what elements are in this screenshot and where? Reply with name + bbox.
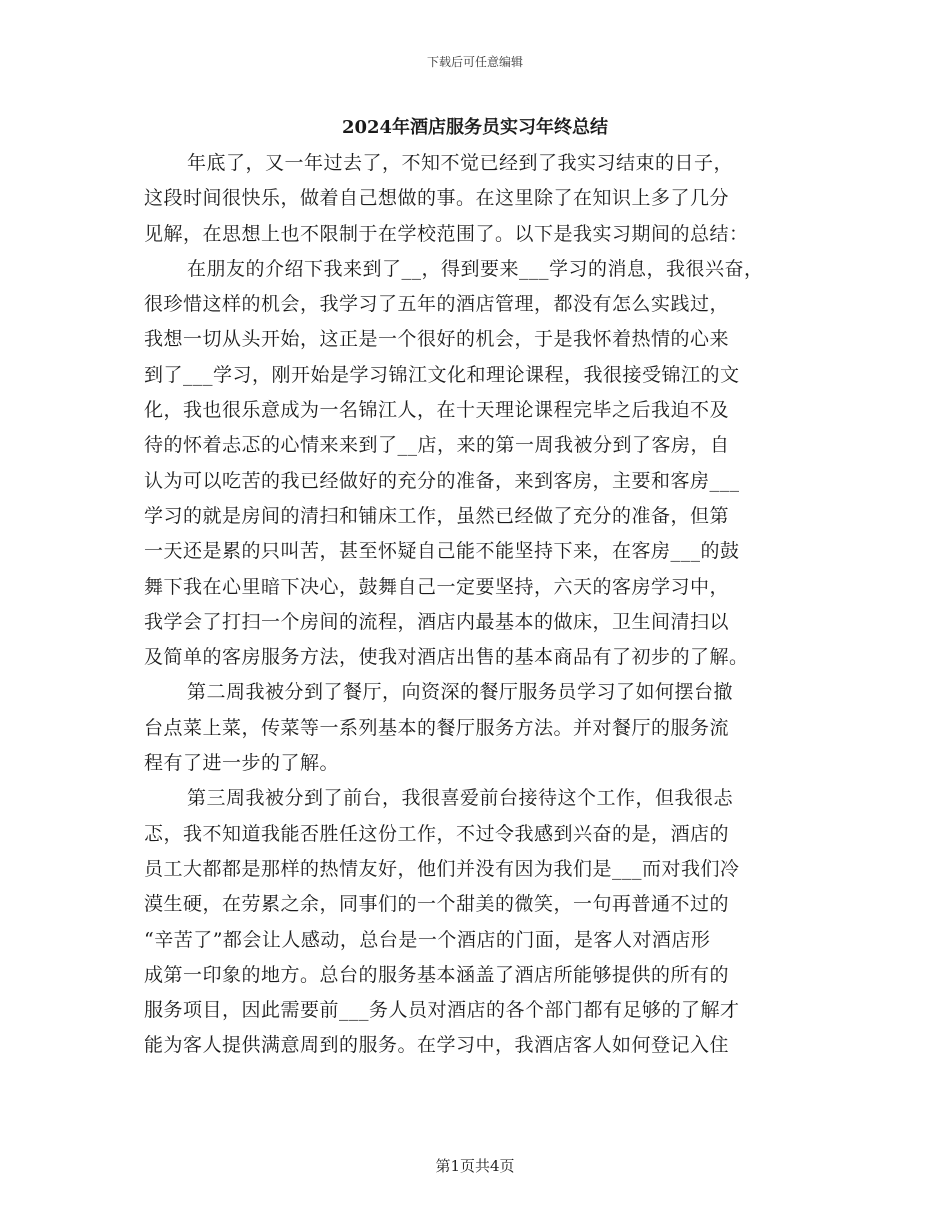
text-line: 年底了，又一年过去了，不知不觉已经到了我实习结束的日子， [187,152,734,174]
text-line: 一天还是累的只叫苦，甚至怀疑自己能不能坚持下来，在客房___的鼓 [144,540,740,563]
text-line: 及简单的客房服务方法，使我对酒店出售的基本商品有了初步的了解。 [144,646,749,669]
text-line: 漠生硬，在劳累之余，同事们的一个甜美的微笑，一句再普通不过的 [144,893,730,916]
text-line: 学习的就是房间的清扫和铺床工作，虽然已经做了充分的准备，但第 [144,504,730,527]
text-line: 我学会了打扫一个房间的流程，酒店内最基本的做床，卫生间清扫以 [144,610,730,633]
header-note: 下载后可任意编辑 [426,55,523,69]
text-line: 见解，在思想上也不限制于在学校范围了。以下是我实习期间的总结： [144,222,749,245]
document-title: 2024年酒店服务员实习年终总结 [341,117,609,138]
text-line: 在朋友的介绍下我来到了__，得到要来___学习的消息，我很兴奋， [187,257,764,280]
document-body [144,146,834,1064]
text-line: 员工大都都是那样的热情友好，他们并没有因为我们是___而对我们冷 [144,857,740,880]
text-line: 成第一印象的地方。总台的服务基本涵盖了酒店所能够提供的所有的 [144,963,730,986]
text-line: “辛苦了”都会让人感动，总台是一个酒店的门面，是客人对酒店形 [144,928,711,951]
text-line: 第三周我被分到了前台，我很喜爱前台接待这个工作，但我很忐 [187,787,734,810]
text-line: 忑，我不知道我能否胜任这份工作，不过令我感到兴奋的是，酒店的 [144,822,730,845]
text-line: 化，我也很乐意成为一名锦江人，在十天理论课程完毕之后我迫不及 [144,399,730,422]
text-line: 第二周我被分到了餐厅，向资深的餐厅服务员学习了如何摆台撤 [187,681,734,704]
page-footer: 第1页共4页 [435,1157,515,1175]
text-line: 舞下我在心里暗下决心，鼓舞自己一定要坚持，六天的客房学习中， [144,575,730,598]
text-line: 到了___学习，刚开始是学习锦江文化和理论课程，我很接受锦江的文 [144,363,740,386]
text-line: 很珍惜这样的机会，我学习了五年的酒店管理，都没有怎么实践过， [144,293,730,316]
text-line: 服务项目，因此需要前___务人员对酒店的各个部门都有足够的了解才 [144,999,740,1022]
text-line: 台点菜上菜，传菜等一系列基本的餐厅服务方法。并对餐厅的服务流 [144,716,730,739]
text-line: 这段时间很快乐，做着自己想做的事。在这里除了在知识上多了几分 [144,187,730,210]
text-line: 认为可以吃苦的我已经做好的充分的准备，来到客房，主要和客房___ [144,469,740,492]
text-line: 能为客人提供满意周到的服务。在学习中，我酒店客人如何登记入住 [144,1034,730,1057]
text-line: 我想一切从头开始，这正是一个很好的机会，于是我怀着热情的心来 [144,328,730,351]
text-line: 待的怀着忐忑的心情来来到了__店，来的第一周我被分到了客房，自 [144,434,730,457]
text-line: 程有了进一步的了解。 [144,752,340,775]
